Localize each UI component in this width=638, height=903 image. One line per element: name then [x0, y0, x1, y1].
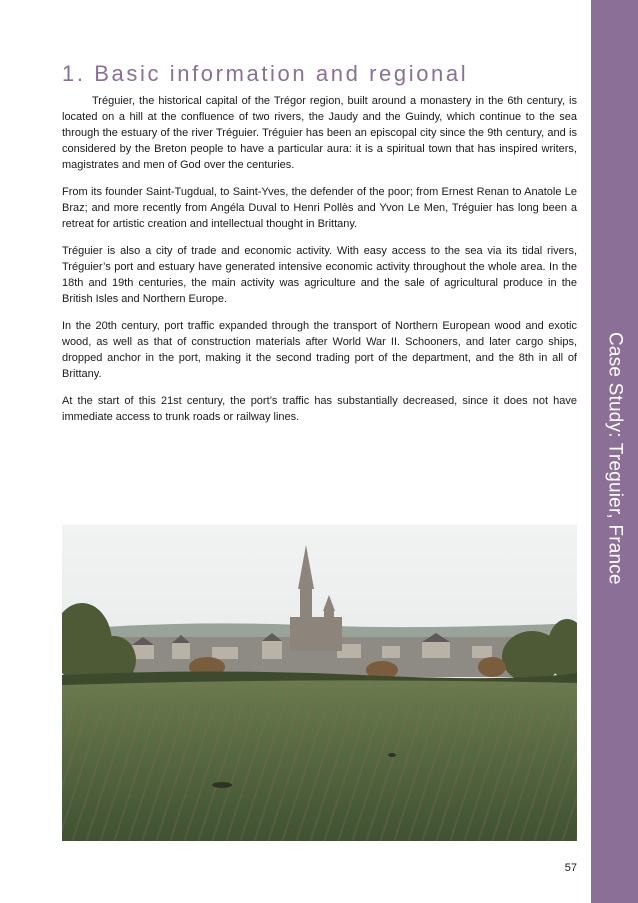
page-number: 57: [564, 862, 577, 874]
sidebar-label-container: [591, 316, 638, 601]
paragraph-3: Tréguier is also a city of trade and economic activity. With easy access to the sea via its tidal rivers, Tréguier’s port and estuary have generated intensive economic activity throughout the whole area. In the 18th and 19th centuries, the main activity was agriculture and the sale of agricultural produce in the British Isles and Northern Europe.: [62, 245, 577, 305]
paragraph-1: Tréguier, the historical capital of the Trégor region, built around a monastery in the 6th century, is located on a hill at the confluence of two rivers, the Jaudy and the Guindy, which continue to the sea through the estuary of the river Tréguier. Tréguier has been an episcopal city since the 9th century, and is considered by the Breton people to have a particular aura: it is a spiritual town that has inspired writers, magistrates and men of God over the centuries.: [62, 95, 577, 171]
paragraph-5: At the start of this 21st century, the port’s traffic has substantially decreased, since it does not have immediate access to trunk roads or railway lines.: [62, 395, 577, 423]
sidebar-title: Case Study: Treguier, France: [604, 332, 626, 585]
section-title: 1. Basic information and regional: [62, 61, 469, 86]
body-text: [62, 93, 577, 436]
treguier-landscape-photo: [62, 525, 577, 841]
paragraph-4: In the 20th century, port traffic expanded through the transport of Northern European wood and exotic wood, as well as that of construction materials after World War II. Schooners, and later cargo ships, dropped anchor in the port, making it the second trading port of the department, and the 8th in all of Brittany.: [62, 320, 577, 380]
paragraph-2: From its founder Saint-Tugdual, to Saint-Yves, the defender of the poor; from Ernest Renan to Anatole Le Braz; and more recently from Angéla Duval to Henri Pollès and Yvon Le Men, Tréguier has long been a retreat for artistic creation and intellectual thought in Brittany.: [62, 186, 577, 230]
